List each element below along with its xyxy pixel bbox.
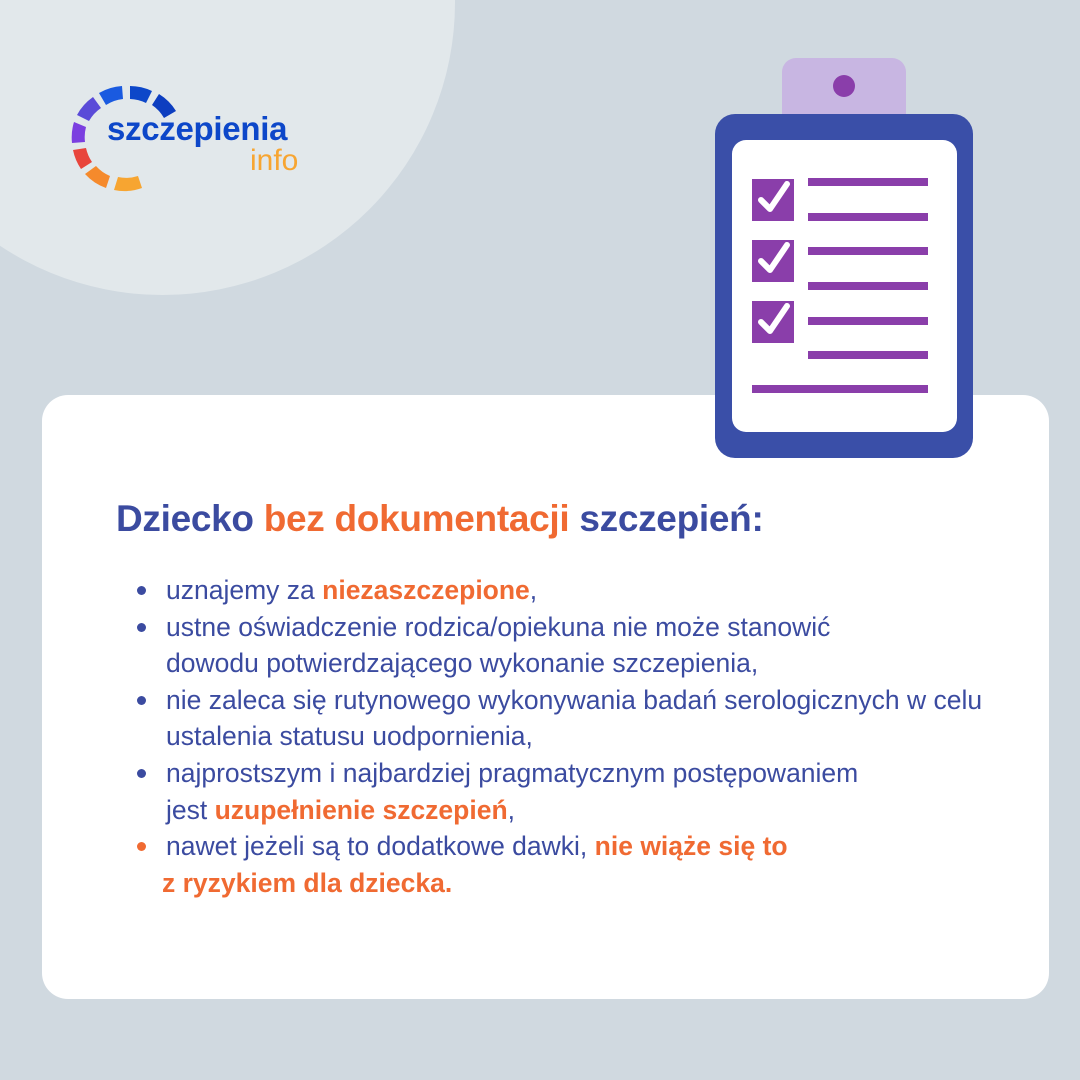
bullet-dot-icon — [137, 769, 146, 778]
heading-part1: Dziecko — [116, 498, 264, 539]
logo — [62, 70, 332, 205]
heading-part3: szczepień: — [569, 498, 764, 539]
clipboard-checklist-icon — [705, 58, 985, 468]
list-item — [135, 828, 1015, 901]
bullet-text: nie zaleca się rutynowego wykonywania badań serologicznych w celu ustalenia statusu uodpornienia, — [166, 684, 983, 752]
bullet-highlight: uzupełnienie szczepień — [214, 794, 508, 825]
bullet-highlight-tail: z ryzykiem dla dziecka. — [162, 867, 453, 898]
logo-title: szczepienia — [107, 110, 288, 147]
bullet-text: ustne oświadczenie rodzica/opiekuna nie może stanowić dowodu potwierdzającego wykonanie szczepienia, — [166, 611, 831, 679]
bullet-text-end: , — [507, 794, 516, 825]
bullet-dot-icon — [137, 623, 146, 632]
bullet-text: najprostszym i najbardziej pragmatycznym postępowaniem jest — [166, 757, 859, 825]
bullet-highlight: nie wiąże się to — [594, 831, 788, 862]
bullet-text-end: , — [529, 575, 538, 605]
bullet-dot-icon — [137, 586, 146, 595]
heading — [116, 498, 763, 540]
list-item — [135, 572, 1015, 609]
bullet-dot-icon — [137, 696, 146, 705]
bullet-text: nawet jeżeli są to dodatkowe dawki, — [166, 831, 595, 862]
bullet-dot-icon — [137, 842, 146, 851]
bullet-highlight: niezaszczepione — [322, 575, 530, 605]
logo-subtitle: info — [250, 144, 299, 177]
heading-highlight: bez dokumentacji — [263, 498, 570, 539]
list-item — [135, 609, 886, 682]
bullet-text: uznajemy za — [166, 575, 323, 605]
list-item — [135, 682, 1016, 755]
list-item — [135, 755, 886, 828]
bullet-list — [135, 572, 1015, 901]
